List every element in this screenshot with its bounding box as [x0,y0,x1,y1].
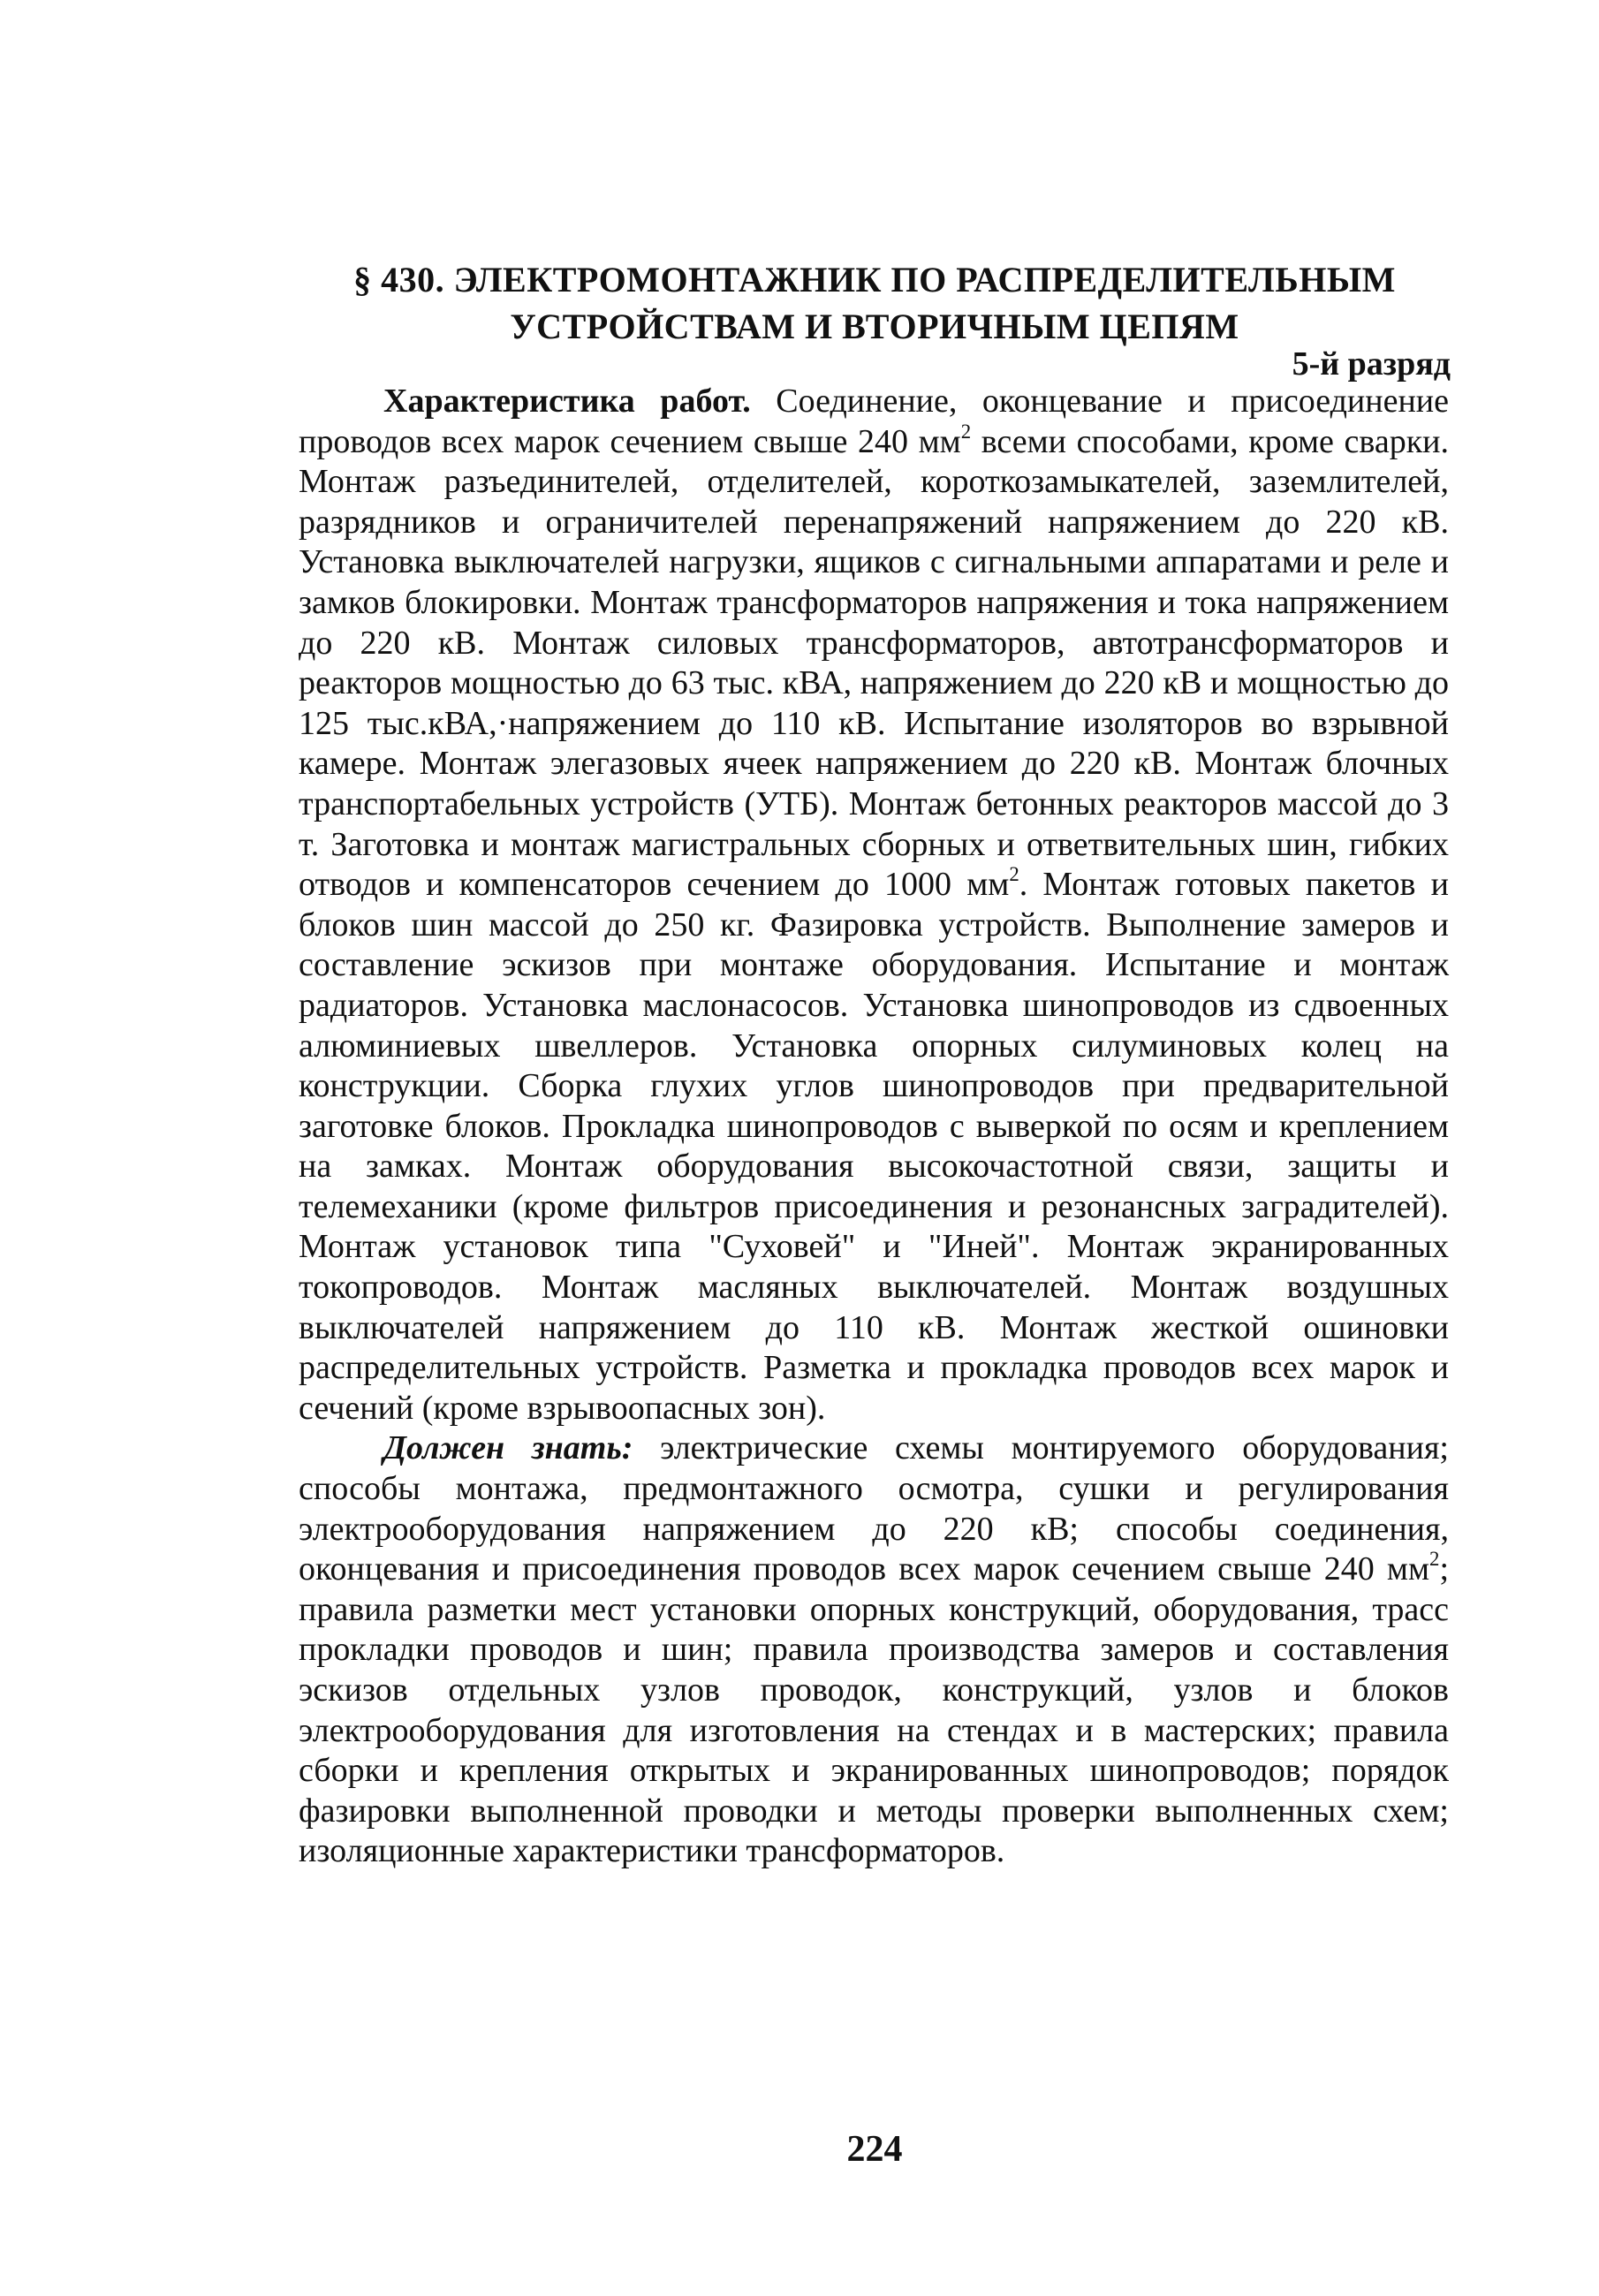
section-title-line-1: § 430. ЭЛЕКТРОМОНТАЖНИК ПО РАСПРЕДЕЛИТЕЛЬНЫМ [353,260,1396,299]
knowledge-text-2: ; правила разметки мест установки опорных конструкций, оборудования, трасс прокладки проводов и шин; правила производства замеров и составления эскизов отдельных узлов проводок, конструкций, узлов и блоков электрооборудования для изготовления на стендах и в мастерских; правила сборки и крепления открытых и экранированных шинопроводов; порядок фазировки выполненной проводки и методы проверки выполненных схем; изоляционные характеристики трансформаторов. [299,1550,1449,1870]
characteristics-label: Характеристика работ. [383,383,751,420]
superscript-2: 2 [1429,1548,1440,1571]
superscript-2: 2 [960,420,972,443]
section-heading [292,256,1458,350]
page-number: 224 [846,2129,903,2170]
characteristics-text-2: всеми способами, кроме сварки. Монтаж разъединителей, отделителей, короткозамыкателей, заземлителей, разрядников и ограничителей перенапряжений напряжением до 220 кВ. Установка выключателей нагрузки, ящиков с сигнальными аппаратами и реле и замков блокировки. Монтаж трансформаторов напряжения и тока напряжением до 220 кВ. Монтаж силовых трансформаторов, автотрансформаторов и реакторов мощностью до 63 тыс. кВА, напряжением до 220 кВ и мощностью до 125 тыс.кВА,·напряжением до 110 кВ. Испытание изоляторов во взрывной камере. Монтаж элегазовых ячеек напряжением до 220 кВ. Монтаж блочных транспортабельных устройств (УТБ). Монтаж бетонных реакторов массой до 3 т. Заготовка и монтаж магистральных сборных и ответвительных шин, гибких отводов и компенсаторов сечением до 1000 мм [299,422,1449,904]
body-text [299,382,1449,1872]
characteristics-text-3: . Монтаж готовых пакетов и блоков шин массой до 250 кг. Фазировка устройств. Выполнение замеров и составление эскизов при монтаже оборудования. Испытание и монтаж радиаторов. Установка маслонасосов. Установка шинопроводов из сдвоенных алюминиевых швеллеров. Установка опорных силуминовых колец на конструкции. Сборка глухих углов шинопроводов при предварительной заготовке блоков. Прокладка шинопроводов с выверкой по осям и креплением на замках. Монтаж оборудования высокочастотной связи, защиты и телемеханики (кроме фильтров присоединения и резонансных заградителей). Монтаж установок типа "Суховей" и "Иней". Монтаж экранированных токопроводов. Монтаж масляных выключателей. Монтаж воздушных выключателей напряжением до 110 кВ. Монтаж жесткой ошиновки распределительных устройств. Разметка и прокладка проводов всех марок и сечений (кроме взрывоопасных зон). [299,866,1450,1427]
characteristics-paragraph [299,382,1449,1428]
superscript-2: 2 [1009,863,1019,886]
knowledge-paragraph [299,1428,1449,1872]
section-title-line-2: УСТРОЙСТВАМ И ВТОРИЧНЫМ ЦЕПЯМ [510,307,1239,346]
knowledge-text-1: электрические схемы монтируемого оборудования; способы монтажа, предмонтажного осмотра, сушки и регулирования электрооборудования напряжением до 220 кВ; способы соединения, оконцевания и присоединения проводов всех марок сечением свыше 240 мм [299,1429,1449,1588]
grade-label: 5-й разряд [1292,345,1451,383]
characteristics-text-1: Соединение, оконцевание и присоединение проводов всех марок сечением свыше 240 мм [299,383,1449,460]
knowledge-label: Должен знать: [383,1429,633,1467]
